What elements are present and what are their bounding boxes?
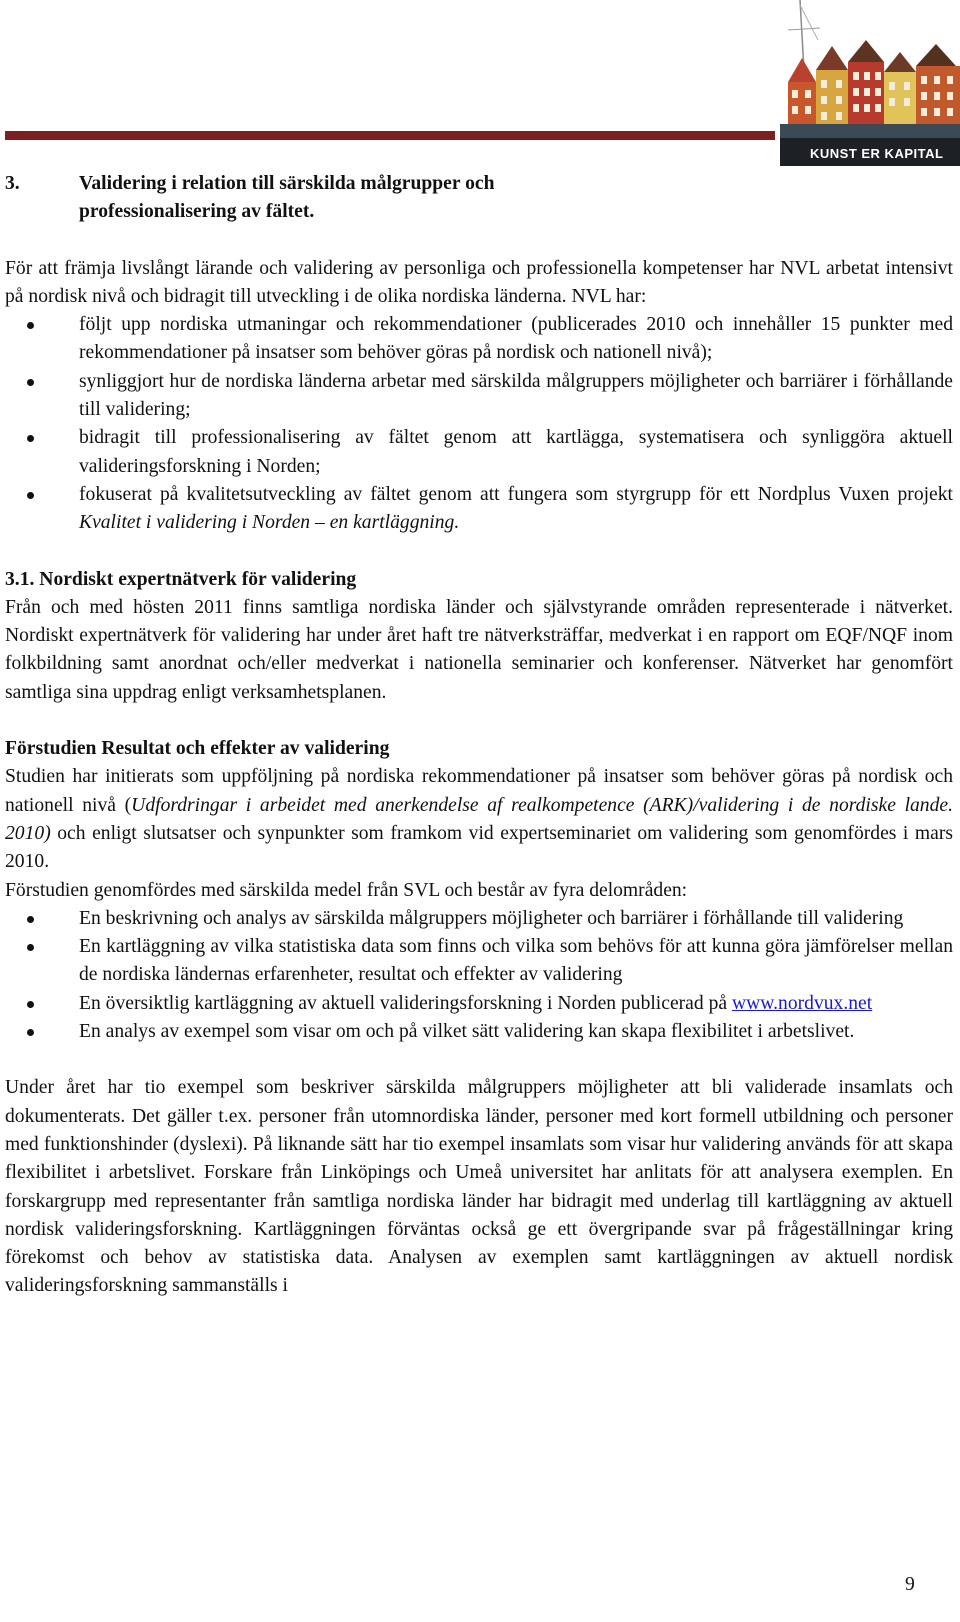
section-3-title: Validering i relation till särskilda målgrupper och professionalisering av fältet.	[79, 173, 495, 223]
page-number: 9	[905, 1574, 915, 1595]
spacer	[5, 227, 953, 255]
section-3-heading	[5, 170, 953, 227]
forstudien-reference: Udfordringar i arbeidet med anerkendelse af realkompetence (ARK)/validering i de nordiske lande. 2010)	[5, 794, 953, 844]
nordvux-link[interactable]: www.nordvux.net	[731, 992, 873, 1014]
forstudien-body-lead: Studien har initierats som uppföljning på nordiska rekommendationer på insatser som behöver göras på nordisk och nationell nivå (	[5, 766, 953, 816]
spacer	[5, 1046, 953, 1074]
list-item: bidragit till professionalisering av fältet genom att kartlägga, systematisera och synliggöra aktuell valideringsforskning i Norden;	[5, 424, 953, 481]
header-rule	[5, 131, 775, 140]
page-content	[5, 170, 953, 1301]
list-item	[5, 481, 953, 538]
spacer	[5, 707, 953, 735]
forstudien-body	[5, 763, 953, 876]
bullet-3-text: En översiktlig kartläggning av aktuell valideringsforskning i Norden publicerad på	[79, 992, 732, 1014]
list-item: En kartläggning av vilka statistiska data som finns och vilka som behövs för att kunna göra jämförelser mellan de nordiska ländernas erfarenheter, resultat och effekter av validering	[5, 933, 953, 990]
section-3-intro: För att främja livslångt lärande och validering av personliga och professionella kompetenser har NVL arbetat intensivt på nordisk nivå och bidragit till utveckling i de olika nordiska länderna. NVL har:	[5, 257, 953, 307]
section-3-bullet-list	[5, 311, 953, 537]
section-3-1-heading: 3.1. Nordiskt expertnätverk för validering	[5, 568, 357, 590]
spacer	[5, 538, 953, 566]
logo-image	[780, 0, 960, 178]
bullet-4-text: fokuserat på kvalitetsutveckling av fältet genom att fungera som styrgrupp för ett Nordplus Vuxen projekt	[79, 483, 953, 505]
section-3-1-body: Från och med hösten 2011 finns samtliga nordiska länder och självstyrande områden representerade i nätverket. Nordiskt expertnätverk för validering har under året haft tre nätverksträffar, medverkat i en rapport om EQF/NQF inom folkbildning samt anordnat och/eller medverkat i nationella seminarier och konferenser. Nätverket har genomfört samtliga sina uppdrag enligt verksamhetsplanen.	[5, 596, 953, 703]
forstudien-body-2: Förstudien genomfördes med särskilda medel från SVL och består av fyra delområden:	[5, 879, 688, 901]
list-item: följt upp nordiska utmaningar och rekommendationer (publicerades 2010 och innehåller 15 punkter med rekommendationer på insatser som behöver göras på nordisk och nationell nivå);	[5, 311, 953, 368]
list-item: En beskrivning och analys av särskilda målgruppers möjligheter och barriärer i förhållande till validering	[5, 905, 953, 933]
logo-text: KUNST ER KAPITAL	[810, 146, 944, 161]
list-item: En analys av exempel som visar om och på vilket sätt validering kan skapa flexibilitet i arbetslivet.	[5, 1018, 953, 1046]
project-title: Kvalitet i validering i Norden – en kartläggning.	[79, 512, 460, 534]
forstudien-bullet-list	[5, 905, 953, 1046]
list-item: synliggjort hur de nordiska länderna arbetar med särskilda målgruppers möjligheter och barriärer i förhållande till validering;	[5, 368, 953, 425]
section-3-number: 3.	[5, 173, 20, 194]
closing-paragraph: Under året har tio exempel som beskriver särskilda målgruppers möjligheter att bli validerade insamlats och dokumenterats. Det gäller t.ex. personer från utomnordiska länder, personer med kort formell utbildning och personer med funktionshinder (dyslexi). På liknande sätt har tio exempel insamlats som visar hur validering används för att skapa flexibilitet i arbetslivet. Forskare från Linköpings och Umeå universitet har anlitats för att analysera exemplen. En forskargrupp med representanter från samtliga nordiska länder har bidragit med underlag till kartläggning av aktuell nordisk valideringsforskning. Kartläggningen förväntas också ge ett övergripande svar på frågeställningar kring förekomst och behov av statistiska data. Analysen av exemplen samt kartläggningen av aktuell nordisk valideringsforskning sammanställs i	[5, 1077, 953, 1297]
list-item	[5, 990, 953, 1018]
forstudien-heading: Förstudien Resultat och effekter av validering	[5, 738, 390, 760]
forstudien-body-tail: och enligt slutsatser och synpunkter som framkom vid expertseminariet om validering som genomfördes i mars 2010.	[5, 822, 953, 873]
